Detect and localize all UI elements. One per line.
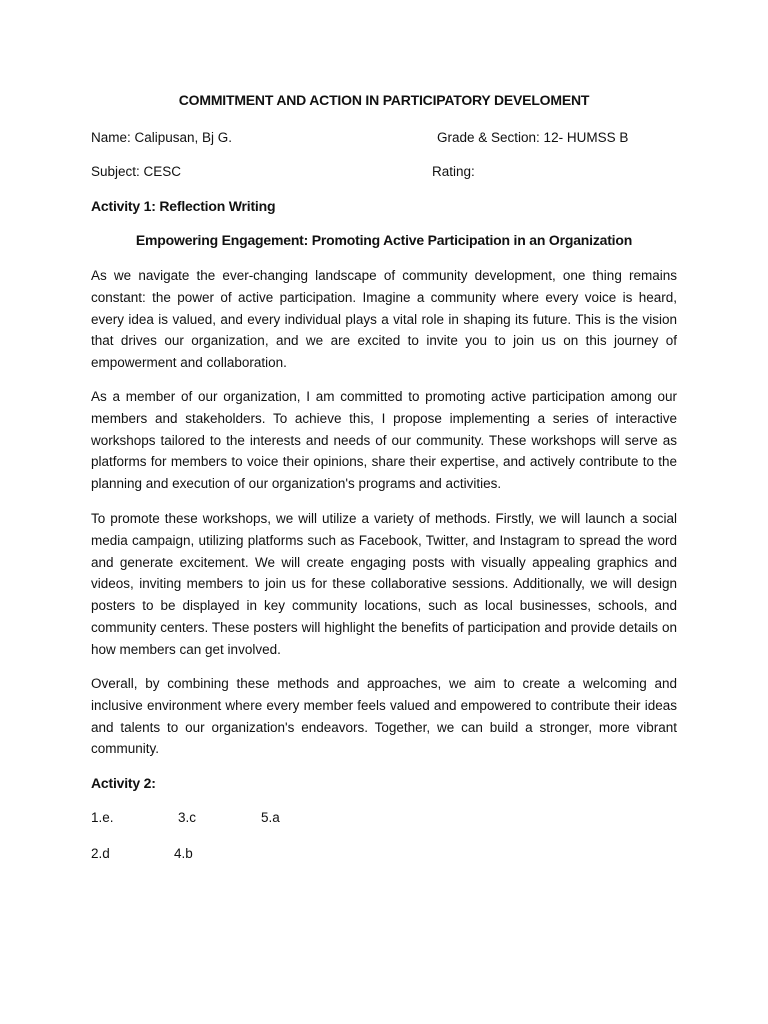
answer-item: 2.d — [91, 846, 110, 861]
activity1-subtitle: Empowering Engagement: Promoting Active Participation in an Organization — [135, 232, 633, 248]
grade-section: Grade & Section: 12- HUMSS B — [437, 130, 629, 145]
activity2-heading: Activity 2: — [91, 775, 156, 791]
paragraph-1: As we navigate the ever-changing landscape of community development, one thing remains constant: the power of active participation. Imagine a community where every voice is heard, every idea is valued, and every individual plays a vital role in shaping its future. This is the vision that drives our organization, and we are excited to invite you to join us on this journey of empowerment and collaboration. — [91, 268, 677, 371]
answer-item: 5.a — [261, 810, 280, 825]
document-title: COMMITMENT AND ACTION IN PARTICIPATORY DEVELOMENT — [178, 92, 590, 108]
student-name: Name: Calipusan, Bj G. — [91, 130, 233, 145]
answer-item: 3.c — [178, 810, 197, 825]
paragraph-3: To promote these workshops, we will utilize a variety of methods. Firstly, we will launch a social media campaign, utilizing platforms such as Facebook, Twitter, and Instagram to spread the word and generate excitement. We will create engaging posts with visually appealing graphics and videos, inviting members to join us for these collaborative sessions. Additionally, we will design posters to be displayed in key community locations, such as local businesses, schools, and community centers. These posters will highlight the benefits of participation and provide details on how members can get involved. — [91, 511, 677, 657]
paragraph-4: Overall, by combining these methods and approaches, we aim to create a welcoming and inclusive environment where every member feels valued and empowered to contribute their ideas and talents to our organization's endeavors. Together, we can build a stronger, more vibrant community. — [91, 676, 677, 757]
subject: Subject: CESC — [91, 164, 182, 179]
activity1-heading: Activity 1: Reflection Writing — [91, 198, 276, 214]
answer-item: 1.e. — [91, 810, 114, 825]
rating: Rating: — [432, 164, 475, 179]
paragraph-2: As a member of our organization, I am committed to promoting active participation among our members and stakeholders. To achieve this, I propose implementing a series of interactive workshops tailored to the interests and needs of our community. These workshops will serve as platforms for members to voice their opinions, share their expertise, and actively contribute to the planning and execution of our organization's programs and activities. — [91, 389, 677, 492]
answer-item: 4.b — [174, 846, 193, 861]
